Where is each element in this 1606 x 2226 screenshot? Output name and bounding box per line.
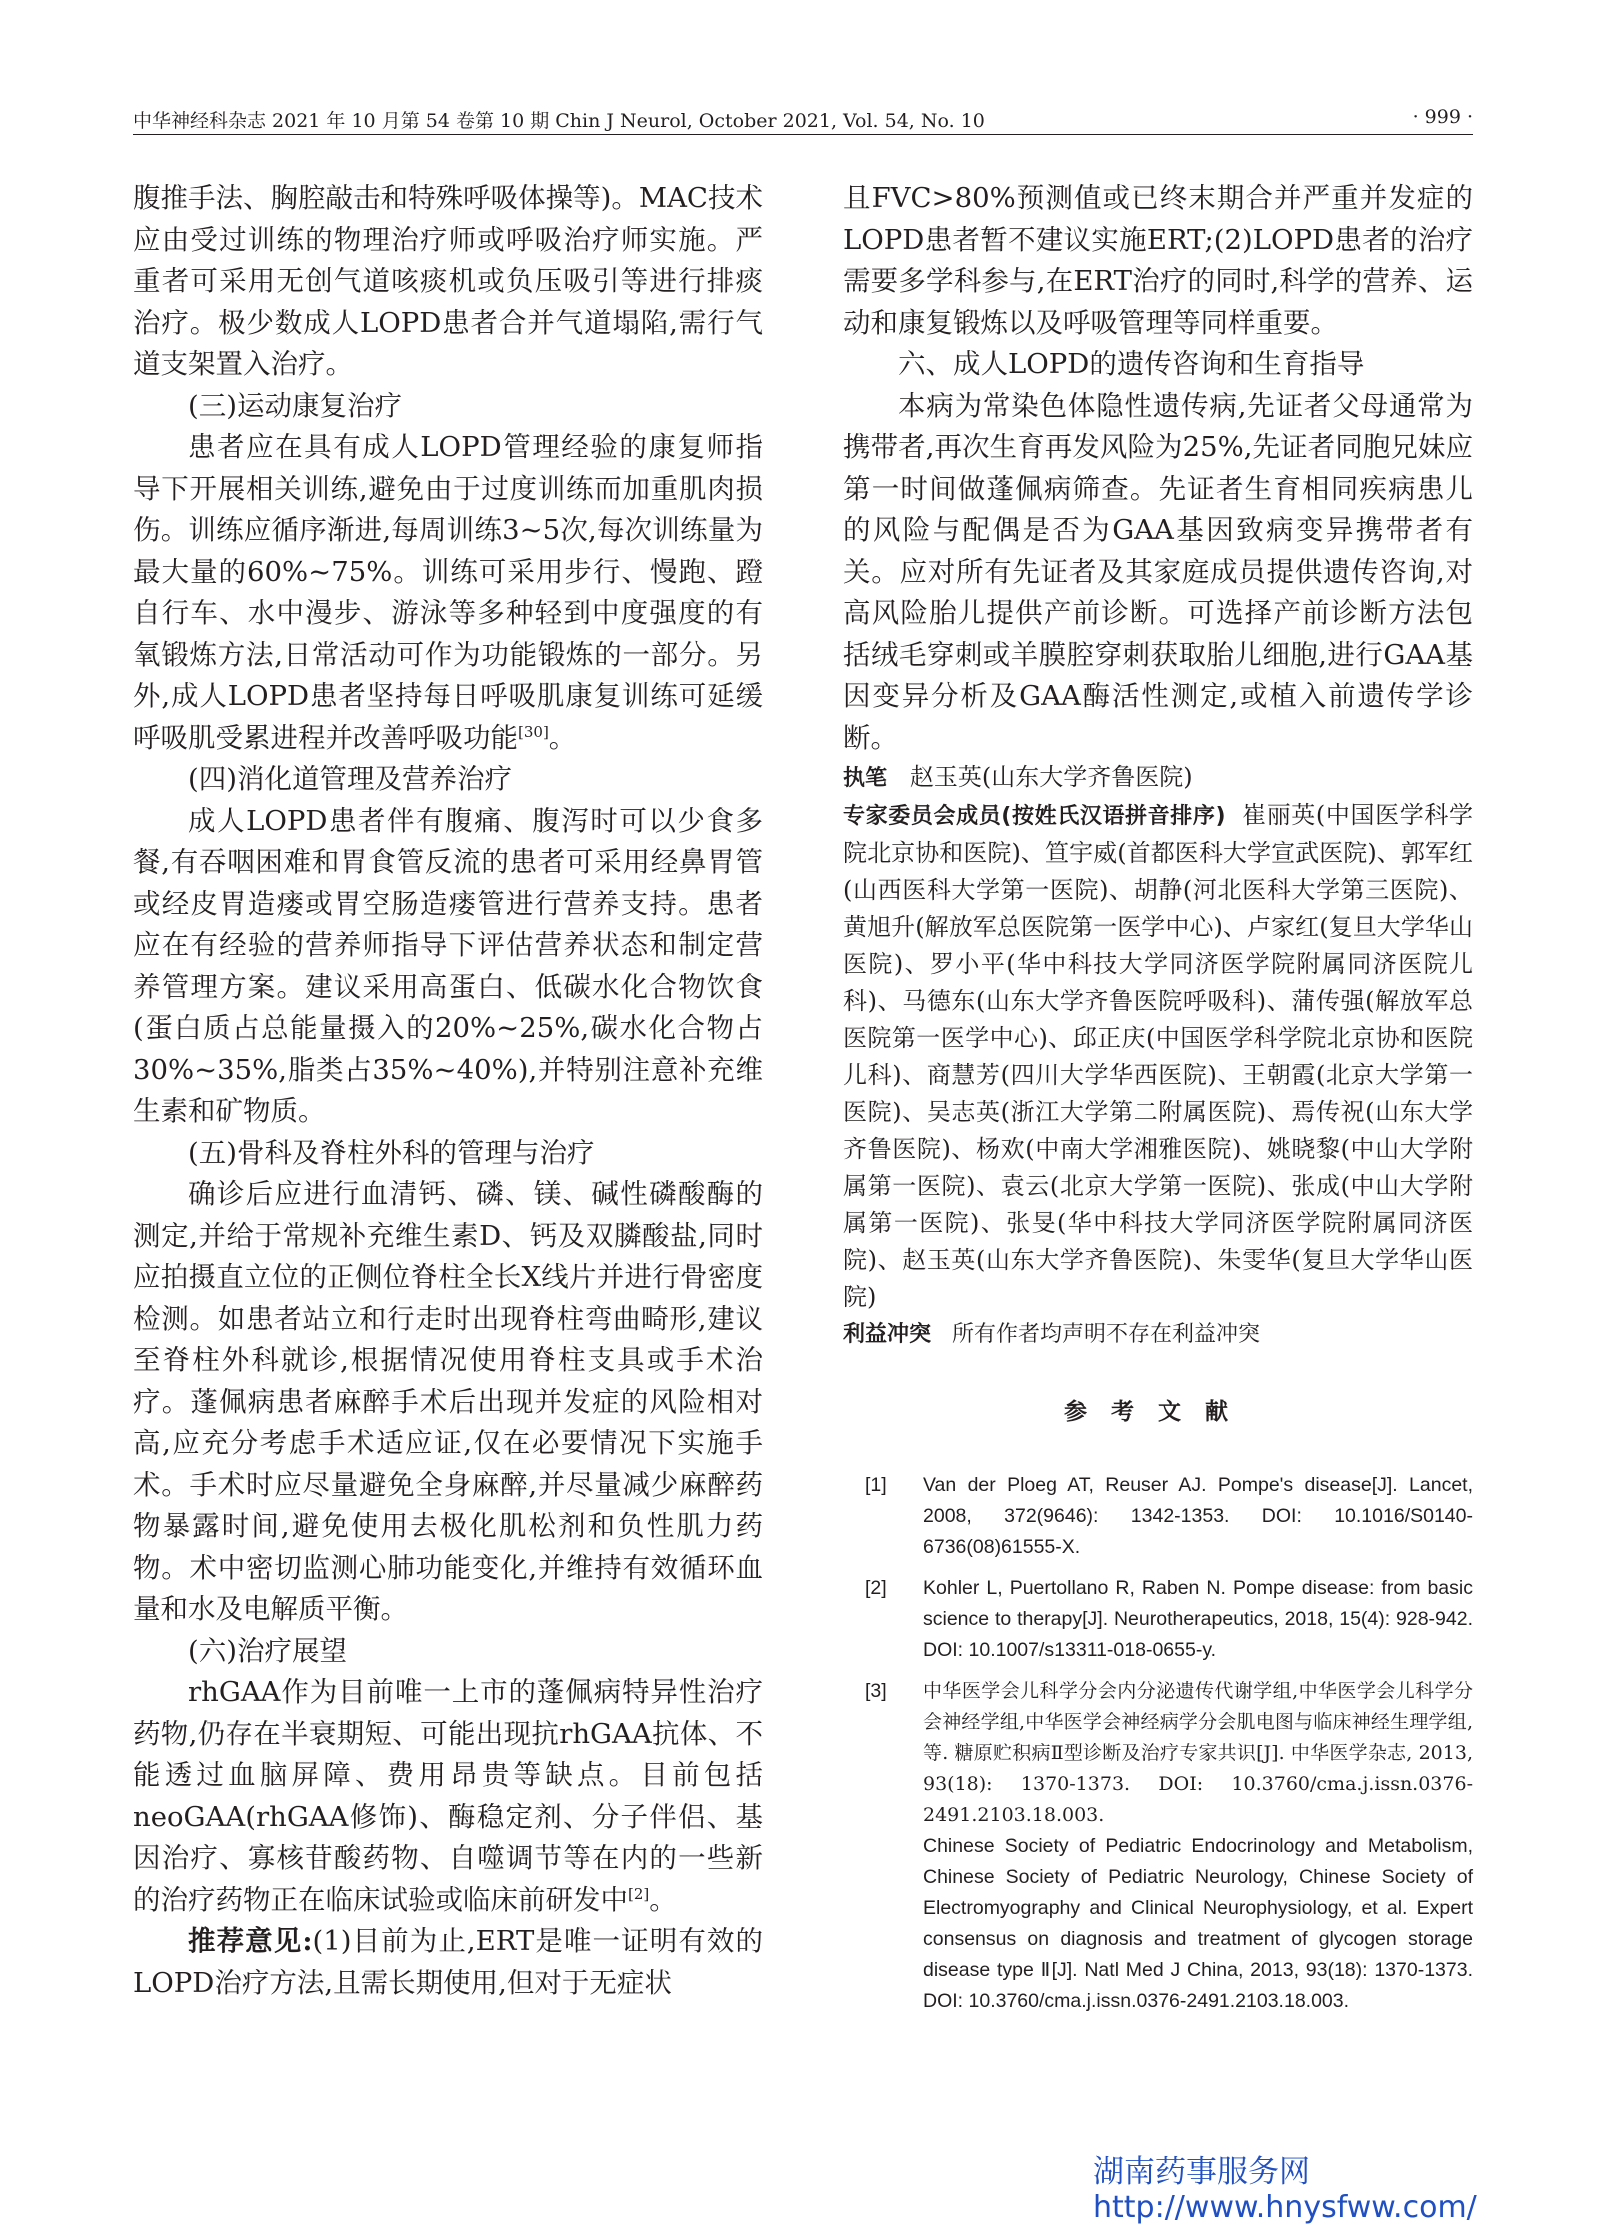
reference-item bbox=[843, 1676, 1473, 2017]
reference-number: [2] bbox=[865, 1577, 887, 1599]
reference-number: [3] bbox=[865, 1680, 887, 1702]
paragraph: 且FVC>80%预测值或已终末期合并严重并发症的LOPD患者暂不建议实施ERT;(2)LOPD患者的治疗需要多学科参与,在ERT治疗的同时,科学的营养、运动和康复锻炼以及呼吸管理等同样重要。 bbox=[843, 182, 1473, 339]
paragraph: 确诊后应进行血清钙、磷、镁、碱性磷酸酶的测定,并给于常规补充维生素D、钙及双膦酸盐,同时应拍摄直立位的正侧位脊柱全长X线片并进行骨密度检测。如患者站立和行走时出现脊柱弯曲畸形,建议至脊柱外科就诊,根据情况使用脊柱支具或手术治疗。蓬佩病患者麻醉手术后出现并发症的风险相对高,应充分考虑手术适应证,仅在必要情况下实施手术。手术时应尽量避免全身麻醉,并尽量减少麻醉药物暴露时间,避免使用去极化肌松剂和负性肌力药物。术中密切监测心肺功能变化,并维持有效循环血量和水及电解质平衡。 bbox=[133, 1178, 763, 1625]
reference-item bbox=[843, 1573, 1473, 1666]
reference-text-chinese: 中华医学会儿科学分会内分泌遗传代谢学组,中华医学会儿科学分会神经学组,中华医学会神经病学分会肌电图与临床神经生理学组,等. 糖原贮积病Ⅱ型诊断及治疗专家共识[J]. 中华医学杂志, 2013, 93(18): 1370-1373. DOI: 10.3760/cma.j.issn.0376-2491.2103.18.003. bbox=[923, 1680, 1473, 1826]
reference-number: [1] bbox=[865, 1474, 887, 1496]
recommendation-paragraph: 推荐意见:(1)目前为止,ERT是唯一证明有效的LOPD治疗方法,且需长期使用,但对于无症状 bbox=[133, 1925, 763, 1999]
reference-item bbox=[843, 1470, 1473, 1563]
section-heading: (五)骨科及脊柱外科的管理与治疗 bbox=[188, 1136, 595, 1169]
left-column bbox=[133, 178, 763, 2004]
watermark bbox=[1093, 2154, 1477, 2226]
reference-text: Kohler L, Puertollano R, Raben N. Pompe disease: from basic science to therapy[J]. Neurotherapeutics, 2018, 15(4): 928-942. DOI: 10.1007/s13311-018-0655-y. bbox=[923, 1577, 1473, 1661]
watermark-name: 湖南药事服务网 bbox=[1093, 2154, 1310, 2190]
recommendation-label: 推荐意见: bbox=[188, 1925, 313, 1957]
reference-text: Van der Ploeg AT, Reuser AJ. Pompe's disease[J]. Lancet, 2008, 372(9646): 1342-1353. DOI: 10.1016/S0140-6736(08)61555-X. bbox=[923, 1474, 1473, 1558]
conflict-of-interest: 利益冲突 所有作者均声明不存在利益冲突 bbox=[843, 1322, 1261, 1347]
citation-ref[interactable]: [2] bbox=[628, 1884, 650, 1903]
paragraph: 本病为常染色体隐性遗传病,先证者父母通常为携带者,再次生育再发风险为25%,先证者同胞兄妹应第一时间做蓬佩病筛查。先证者生育相同疾病患儿的风险与配偶是否为GAA基因致病变异携带者有关。应对所有先证者及其家庭成员提供遗传咨询,对高风险胎儿提供产前诊断。可选择产前诊断方法包括绒毛穿刺或羊膜腔穿刺获取胎儿细胞,进行GAA基因变异分析及GAA酶活性测定,或植入前遗传学诊断。 bbox=[843, 389, 1473, 754]
citation-ref[interactable]: [30] bbox=[518, 722, 549, 741]
paragraph: 患者应在具有成人LOPD管理经验的康复师指导下开展相关训练,避免由于过度训练而加重肌肉损伤。训练应循序渐进,每周训练3~5次,每次训练量为最大量的60%~75%。训练可采用步行、慢跑、蹬自行车、水中漫步、游泳等多种轻到中度强度的有氧锻炼方法,日常活动可作为功能锻炼的一部分。另外,成人LOPD患者坚持每日呼吸肌康复训练可延缓呼吸肌受累进程并改善呼吸功能[30]。 bbox=[133, 431, 763, 754]
journal-citation: 中华神经科杂志 2021 年 10 月第 54 卷第 10 期 Chin J Neurol, October 2021, Vol. 54, No. 10 bbox=[133, 110, 985, 132]
section-heading: (六)治疗展望 bbox=[188, 1634, 347, 1667]
paragraph: 成人LOPD患者伴有腹痛、腹泻时可以少食多餐,有吞咽困难和胃食管反流的患者可采用经鼻胃管或经皮胃造瘘或胃空肠造瘘管进行营养支持。患者应在有经验的营养师指导下评估营养状态和制定营养管理方案。建议采用高蛋白、低碳水化合物饮食(蛋白质占总能量摄入的20%~25%,碳水化合物占30%~35%,脂类占35%~40%),并特别注意补充维生素和矿物质。 bbox=[133, 804, 763, 1127]
page-number: · 999 · bbox=[1412, 106, 1473, 128]
committee-credit: 专家委员会成员(按姓氏汉语拼音排序) 崔丽英(中国医学科学院北京协和医院)、笪宇威(首都医科大学宣武医院)、郭军红(山西医科大学第一医院)、胡静(河北医科大学第三医院)、黄旭升(解放军总医院第一医学中心)、卢家红(复旦大学华山医院)、罗小平(华中科技大学同济医学院附属同济医院儿科)、马德东(山东大学齐鲁医院呼吸科)、蒲传强(解放军总医院第一医学中心)、邱正庆(中国医学科学院北京协和医院儿科)、商慧芳(四川大学华西医院)、王朝霞(北京大学第一医院)、吴志英(浙江大学第二附属医院)、焉传祝(山东大学齐鲁医院)、杨欢(中南大学湘雅医院)、姚晓黎(中山大学附属第一医院)、袁云(北京大学第一医院)、张成(中山大学附属第一医院)、张旻(华中科技大学同济医学院附属同济医院)、赵玉英(山东大学齐鲁医院)、朱雯华(复旦大学华山医院) bbox=[843, 801, 1473, 1311]
author-credit: 执笔 赵玉英(山东大学齐鲁医院) bbox=[843, 763, 1193, 791]
author-label: 执笔 bbox=[843, 766, 888, 791]
section-heading: (三)运动康复治疗 bbox=[188, 389, 402, 422]
right-column bbox=[843, 178, 1473, 2027]
paragraph: 腹推手法、胸腔敲击和特殊呼吸体操等)。MAC技术应由受过训练的物理治疗师或呼吸治疗师实施。严重者可采用无创气道咳痰机或负压吸引等进行排痰治疗。极少数成人LOPD患者合并气道塌陷,需行气道支架置入治疗。 bbox=[133, 182, 763, 380]
reference-text-english: Chinese Society of Pediatric Endocrinology and Metabolism, Chinese Society of Pediatric Neurology, Chinese Society of Electromyography and Clinical Neurophysiology, et al. Expert consensus on diagnosis and treatment of glycogen storage disease type Ⅱ[J]. Natl Med J China, 2013, 93(18): 1370-1373. DOI: 10.3760/cma.j.issn.0376-2491.2103.18.003. bbox=[923, 1835, 1473, 2012]
coi-label: 利益冲突 bbox=[843, 1322, 932, 1347]
section-heading: 六、成人LOPD的遗传咨询和生育指导 bbox=[898, 348, 1365, 380]
references-title: 参考文献 bbox=[1064, 1399, 1252, 1425]
watermark-url[interactable]: http://www.hnysfww.com/ bbox=[1093, 2190, 1477, 2225]
paragraph: rhGAA作为目前唯一上市的蓬佩病特异性治疗药物,仍存在半衰期短、可能出现抗rhGAA抗体、不能透过血脑屏障、费用昂贵等缺点。目前包括neoGAA(rhGAA修饰)、酶稳定剂、分子伴侣、基因治疗、寡核苷酸药物、自噬调节等在内的一些新的治疗药物正在临床试验或临床前研发中[2]。 bbox=[133, 1676, 763, 1916]
running-header bbox=[133, 100, 1473, 135]
section-heading: (四)消化道管理及营养治疗 bbox=[188, 763, 512, 795]
committee-label: 专家委员会成员(按姓氏汉语拼音排序) bbox=[843, 804, 1226, 829]
